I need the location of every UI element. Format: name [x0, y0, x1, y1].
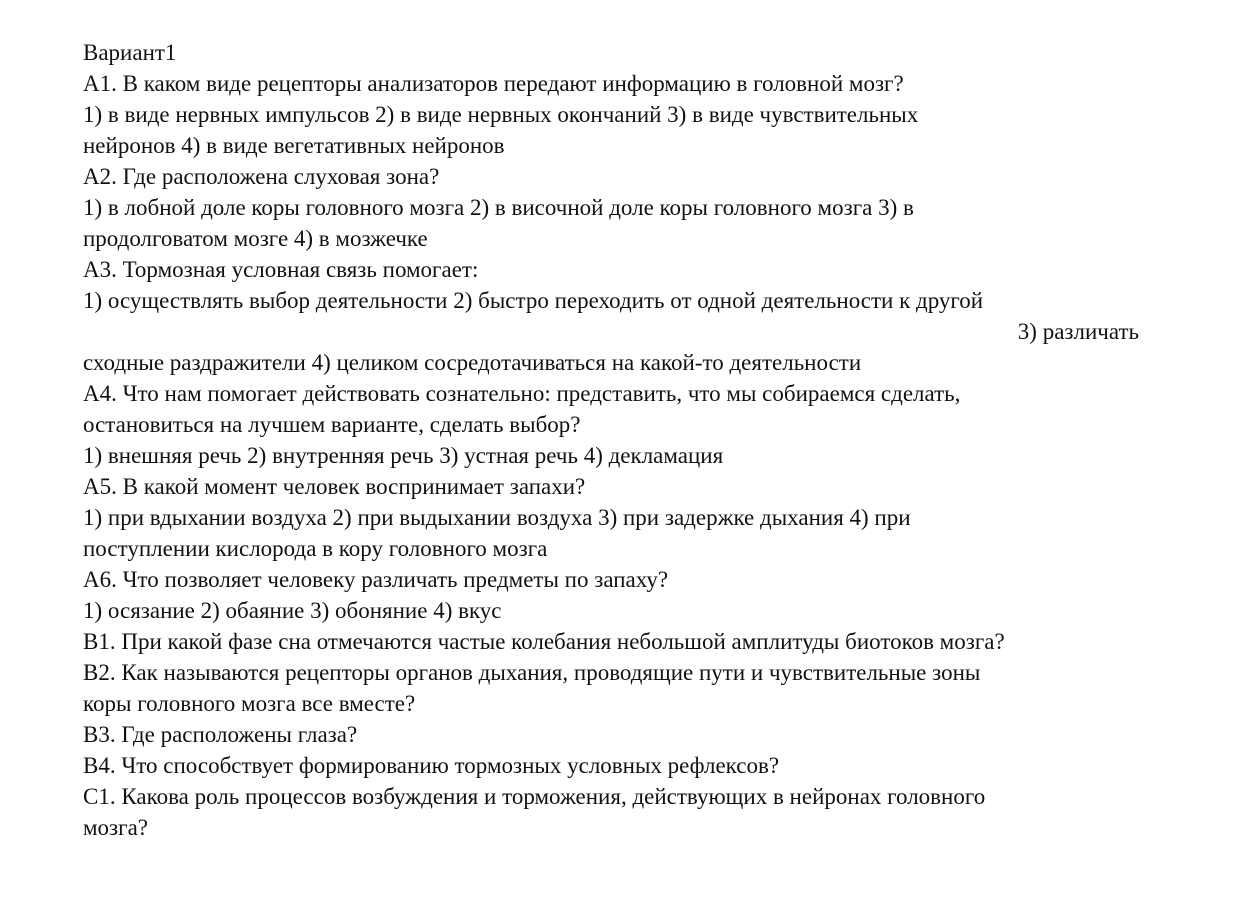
question-a4-line1: А4. Что нам помогает действовать сознательно: представить, что мы собираемся сделать, — [83, 381, 961, 406]
document-body — [83, 37, 1203, 843]
question-c1-line1: С1. Какова роль процессов возбуждения и торможения, действующих в нейронах головного — [83, 784, 986, 809]
answers-a1-line1: 1) в виде нервных импульсов 2) в виде нервных окончаний 3) в виде чувствительных — [83, 102, 919, 127]
question-a1: А1. В каком виде рецепторы анализаторов передают информацию в головной мозг? — [83, 71, 904, 96]
answers-a2-line2: продолговатом мозге 4) в мозжечке — [83, 226, 428, 251]
question-c1-line2: мозга? — [83, 815, 148, 840]
question-b4: В4. Что способствует формированию тормозных условных рефлексов? — [83, 753, 780, 778]
question-b2-line1: В2. Как называются рецепторы органов дыхания, проводящие пути и чувствительные зоны — [83, 660, 981, 685]
question-a5: А5. В какой момент человек воспринимает запахи? — [83, 474, 586, 499]
question-b2-line2: коры головного мозга все вместе? — [83, 691, 416, 716]
question-b3: В3. Где расположены глаза? — [83, 722, 358, 747]
answers-a3-line2: 3) различать — [1017, 319, 1139, 344]
answers-a3-line3: сходные раздражители 4) целиком сосредотачиваться на какой-то деятельности — [83, 350, 862, 375]
question-a4-line2: остановиться на лучшем варианте, сделать выбор? — [83, 412, 581, 437]
answers-a2-line1: 1) в лобной доле коры головного мозга 2) в височной доле коры головного мозга 3) в — [83, 195, 914, 220]
question-b1: В1. При какой фазе сна отмечаются частые колебания небольшой амплитуды биотоков мозга? — [83, 629, 1005, 654]
answers-a6: 1) осязание 2) обаяние 3) обоняние 4) вкус — [83, 598, 502, 623]
question-a3: А3. Тормозная условная связь помогает: — [83, 257, 479, 282]
answers-a5-line1: 1) при вдыхании воздуха 2) при выдыхании воздуха 3) при задержке дыхания 4) при — [83, 505, 911, 530]
answers-a5-line2: поступлении кислорода в кору головного мозга — [83, 536, 548, 561]
question-a6: А6. Что позволяет человеку различать предметы по запаху? — [83, 567, 669, 592]
question-a2: А2. Где расположена слуховая зона? — [83, 164, 440, 189]
answers-a3-line1: 1) осуществлять выбор деятельности 2) быстро переходить от одной деятельности к другой — [83, 288, 984, 313]
answers-a1-line2: нейронов 4) в виде вегетативных нейронов — [83, 133, 505, 158]
variant-title: Вариант1 — [83, 40, 177, 65]
answers-a4: 1) внешняя речь 2) внутренняя речь 3) устная речь 4) декламация — [83, 443, 724, 468]
